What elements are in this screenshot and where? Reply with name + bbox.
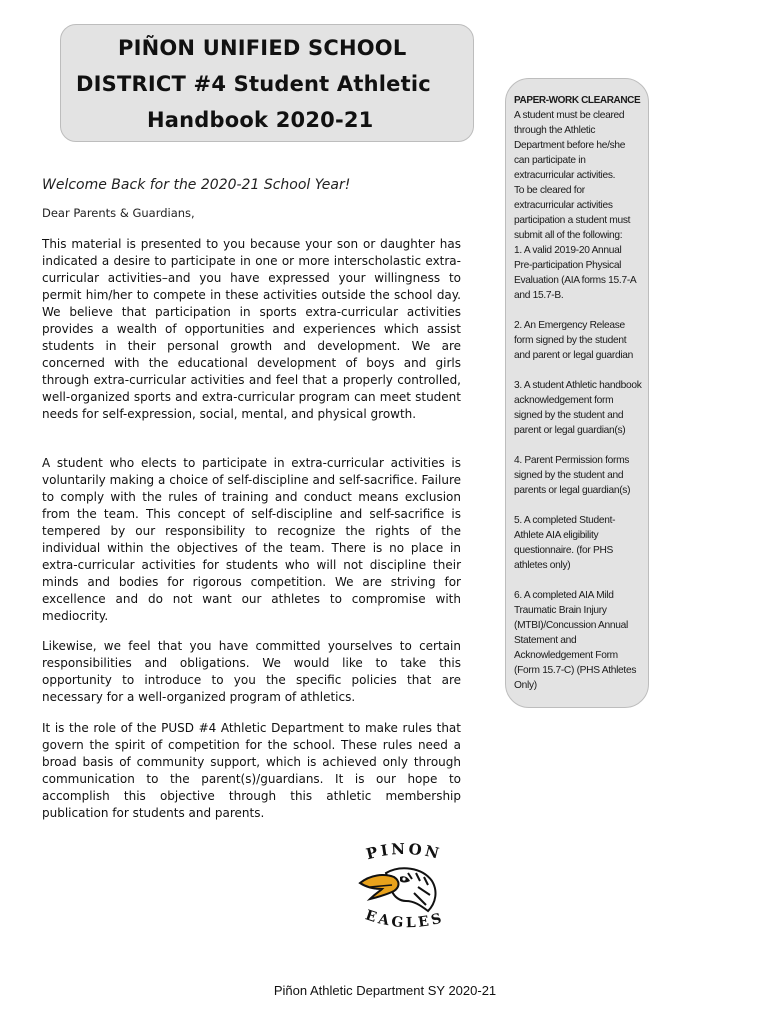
sidebar-item-physical: 1. A valid 2019-20 Annual Pre-participation Physical Evaluation (AIA forms 15.7-A and 15.7-B. <box>514 245 636 301</box>
sidebar-intro-2: To be cleared for extracurricular activities participation a student must submit all of the following: <box>514 185 631 241</box>
welcome-heading: Welcome Back for the 2020-21 School Year! <box>42 177 351 193</box>
paragraph-athletic-department: It is the role of the PUSD #4 Athletic Department to make rules that govern the spirit of competition for the school. These rules need a broad basis of community support, which is achieved only through communication to the parent(s)/guardians. It is our hope to accomplish this objective through this athletic membership publication for students and parents. <box>42 721 461 820</box>
title-line-2: DISTRICT #4 Student Athletic <box>76 72 431 96</box>
paragraph-responsibilities: Likewise, we feel that you have committed yourselves to certain responsibilities and obligations. We would like to take this opportunity to introduce to you the specific policies that are necessary for a well-organized program of athletics. <box>42 639 461 704</box>
sidebar-item-emergency-release: 2. An Emergency Release form signed by the student and parent or legal guardian <box>514 320 634 361</box>
paragraph-self-discipline: A student who elects to participate in extra-curricular activities is voluntarily making a choice of self-discipline and self-sacrifice. Failure to comply with the rules of training and conduct means exclusion from the team. This concept of self-discipline and self-sacrifice is tempered by our responsibility to recognize the rights of the individual within the objectives of the team. There is no place in extra-curricular activities for students who will not discipline their minds and bodies for rigorous competition. We are striving for excellence and do not want our athletes to compromise with mediocrity. <box>42 456 461 623</box>
title-line-1: PIÑON UNIFIED SCHOOL <box>118 36 407 60</box>
title-box <box>60 24 474 142</box>
title-line-3: Handbook 2020-21 <box>147 108 374 132</box>
pinon-eagles-logo <box>348 843 460 943</box>
paragraph-intro: This material is presented to you because your son or daughter has indicated a desire to participate in one or more interscholastic extra-curricular activities–and you have expressed your willingness to permit him/her to compete in these activities outside the school day. We believe that participation in sports extra-curricular activities provides a wealth of opportunities and experiences which assist students in their personal growth and development. We are concerned with the educational development of boys and girls through extra-curricular activities and feel that a properly controlled, well-organized sports and extra-curricular program can meet student needs for self-expression, social, mental, and physical growth. <box>42 237 461 421</box>
sidebar-item-concussion-statement: 6. A completed AIA Mild Traumatic Brain Injury (MTBI)/Concussion Annual Statement and Acknowledgement Form (Form 15.7-C) (PHS Athletes Only) <box>514 590 637 691</box>
logo-top-text: PINON <box>364 843 444 864</box>
sidebar-item-eligibility-questionnaire: 5. A completed Student-Athlete AIA eligibility questionnaire. (for PHS athletes only) <box>514 515 616 571</box>
salutation: Dear Parents & Guardians, <box>42 206 195 220</box>
eagle-head-icon <box>348 843 460 943</box>
sidebar-heading: PAPER-WORK CLEARANCE <box>514 95 641 106</box>
sidebar-item-handbook-acknowledgement: 3. A student Athletic handbook acknowledgement form signed by the student and parent or legal guardian(s) <box>514 380 642 436</box>
page-footer: Piñon Athletic Department SY 2020-21 <box>273 983 497 998</box>
logo-bottom-text: EAGLES <box>363 907 447 932</box>
paperwork-clearance-sidebar <box>505 78 649 708</box>
sidebar-intro-1: A student must be cleared through the Athletic Department before he/she can participate in extracurricular activities. <box>514 110 626 181</box>
sidebar-item-parent-permission: 4. Parent Permission forms signed by the student and parents or legal guardian(s) <box>514 455 631 496</box>
